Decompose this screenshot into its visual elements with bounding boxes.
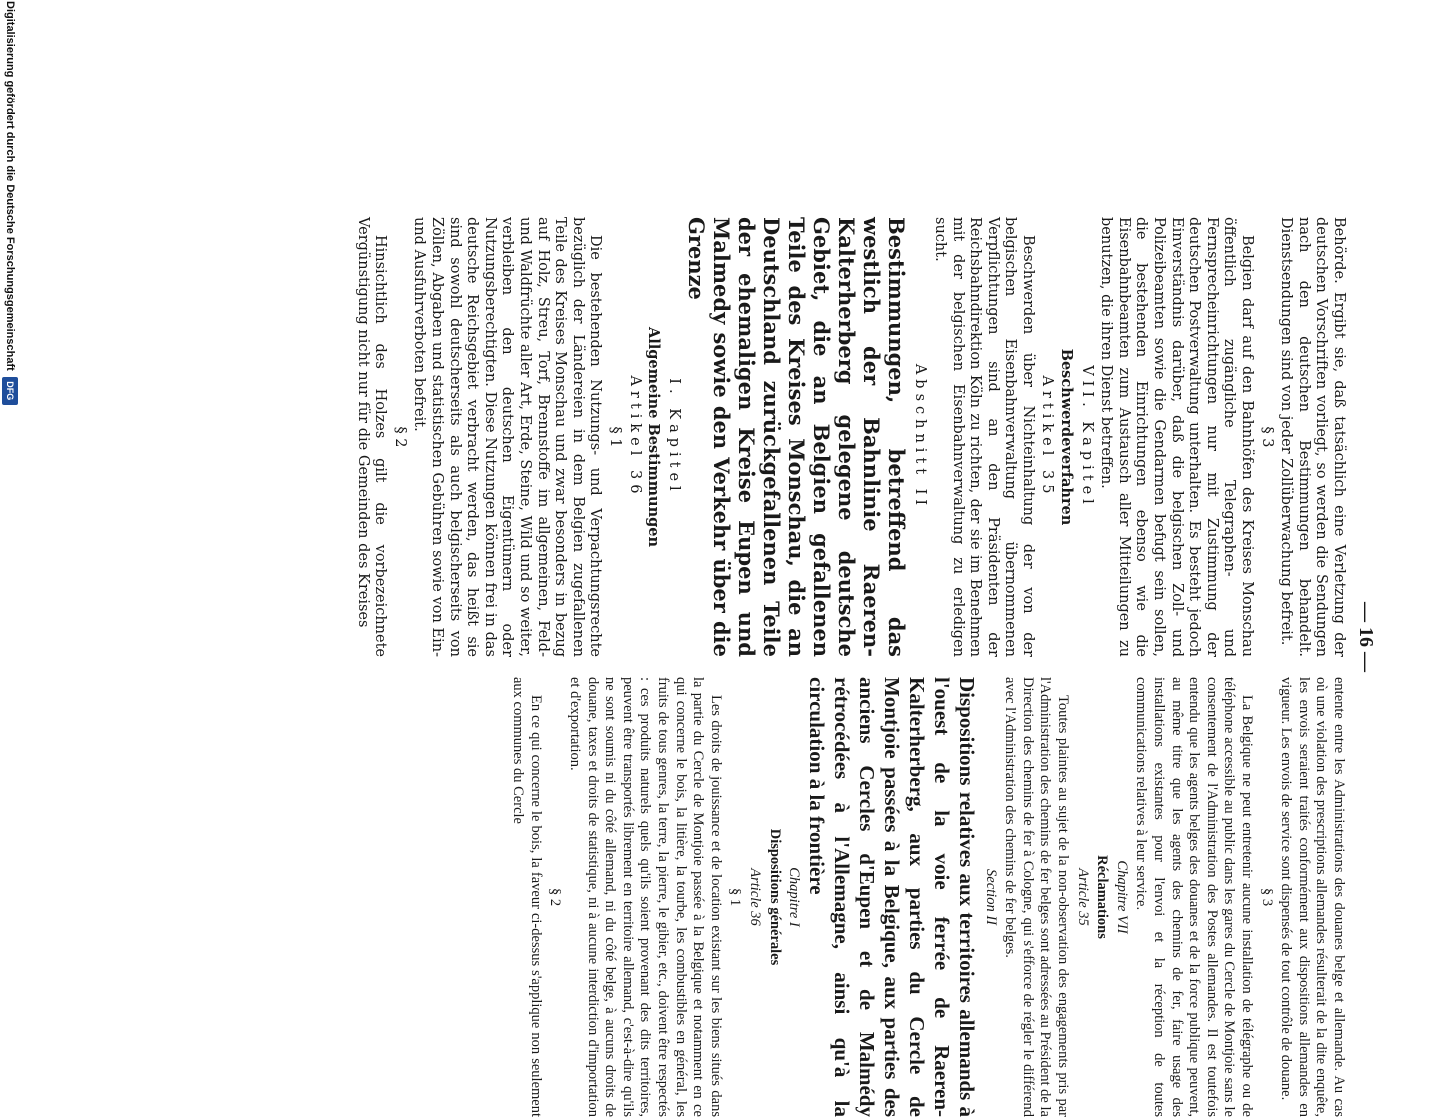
chapter-title: Dispositions générales <box>766 828 783 966</box>
section-title: Dispositions relatives aux territoires allemands à l'ouest de la voie ferrée de Raeren-Kalterherberg, aux parties du Cercle de Montjoie passées à la Belgique, aux parties des anciens Cercles d'Eupen et de Malmédy rétrocédées à l'Allemagne, ainsi qu'à la circulation à la frontière <box>805 677 980 1117</box>
article-heading: Article 35 <box>1074 868 1091 926</box>
chapter-title: Allgemeine Bestimmungen <box>645 326 663 548</box>
article-heading: Article 36 <box>746 868 763 926</box>
section-title: Bestimmungen, betreffend das westlich der Bahnlinie Raeren-Kalterherberg gelegene deutsche Gebiet, die an Belgien gefallenen Teile des Kreises Monschau, die an Deutschland zurückgefallenen Teile der ehemaligen Kreise Eupen und Malmedy sowie den Verkehr über die Grenze <box>683 217 909 657</box>
chapter-title: Beschwerdeverfahren <box>1058 348 1076 526</box>
section-heading: Abschnitt II <box>912 363 929 511</box>
section-mark: § 2 <box>547 887 564 907</box>
paragraph: Behörde. Ergibt sie, daß tatsächlich eine Verletzung der deutschen Vorschriften vorliegt, so werden die Sendungen nach den deutschen Bestimmungen behandelt. Dienstsendungen sind von jeder Zollüberwachung befreit. <box>1278 217 1347 657</box>
paragraph: Die bestehenden Nutzungs- und Verpachtungsrechte bezüglich der Ländereien in dem Belgien zugefallenen Teile des Kreises Monschau und zwar besonders in bezug auf Holz, Streu, Torf, Brennstoffe im allgemeinen, Feld- und Waldfrüchte aller Art, Erde, Steine, Wild und so weiter, verbleiben den deutschen Eigentümern oder Nutzungsberechtigten. Diese Nutzungen können frei in das deutsche Reichsgebiet verbracht werden, das heißt sie sind sowohl deutscherseits als auch belgischerseits von Zöllen, Abgaben und statistischen Gebühren sowie von Ein- und Ausfuhrverboten befreit. <box>411 217 604 657</box>
french-column <box>507 677 1347 1117</box>
paragraph: Toutes plaintes au sujet de la non-observation des engagements pris par l'Administration des chemins de fer belges sont adressées au Président de la Direction des chemins de fer à Cologne, qui s'efforce de régler le différend avec l'Administration des chemins de fer belges. <box>1002 677 1072 1117</box>
chapter-heading: I. Kapitel <box>665 378 682 496</box>
footer <box>0 0 22 1000</box>
section-mark: § 2 <box>391 426 408 448</box>
page-number: — 16 — <box>1355 602 1377 672</box>
paragraph: Hinsichtlich des Holzes gilt die vorbezeichnete Vergünstigung nicht nur für die Gemeinden des Kreises <box>354 217 389 657</box>
section-mark: § 3 <box>1258 426 1275 448</box>
section-mark: § 1 <box>727 887 744 907</box>
dfg-logo-icon: DFG <box>2 377 18 405</box>
section-heading: Section II <box>982 869 999 925</box>
paragraph: En ce qui concerne le bois, la faveur ci-dessus s'applique non seulement aux communes du Cercle <box>510 677 544 1117</box>
paragraph: Beschwerden über Nichteinhaltung der von der belgischen Eisenbahnverwaltung übernommenen Verpflichtungen sind an den Präsidenten der Reichsbahndirektion Köln zu richten, der sie im Benehmen mit der belgischen Eisenbahnverwaltung zu erledigen sucht. <box>931 217 1036 657</box>
paragraph: entente entre les Administrations des douanes belge et allemande. Au cas où une violation des prescriptions allemandes résulterait de la dite enquête, les envois seraient traités conformément aux dispositions allemandes en vigueur. Les envois de service sont dispensés de tout contrôle de douane. <box>1278 677 1347 1117</box>
section-mark: § 3 <box>1258 887 1275 907</box>
document-page <box>0 67 1377 1117</box>
paragraph: Belgien darf auf den Bahnhöfen des Kreises Monschau öffentlich zugängliche Telegraphen- und Fernsprecheinrichtungen nur mit Zustimmung der deutschen Postverwaltung unterhalten. Es besteht jedoch Einverständnis darüber, daß die belgischen Zoll- und Polizeibeamten sowie die Gendarmen befugt sein sollen, die bestehenden Einrichtungen ebenso wie die Eisenbahnbeamten zum Austausch aller Mitteilungen zu benutzen, die ihren Dienst betreffen. <box>1098 217 1256 657</box>
paragraph: Les droits de jouissance et de location existant sur les biens situés dans la partie du Cercle de Montjoie passée à la Belgique et notamment en ce qui concerne le bois, la litière, la tourbe, les combustibles en général, les fruits de tous genres, la terre, la pierre, le gibier, etc., doivent être respectés : ces produits naturels quels qu'ils soient provenant des dits territoires, peuvent être transportés librement en territoire allemand, c'est-à-dire qu'ils ne sont soumis ni du côté allemand, ni du côté belge, à aucuns droits de douane, taxes et droits de statistique, ni à aucune interdiction d'importation et d'exportation. <box>567 677 724 1117</box>
article-heading: Artikel 36 <box>626 375 643 499</box>
article-heading: Artikel 35 <box>1039 375 1056 499</box>
footer-credit <box>0 1 21 981</box>
footer-text: Digitalisierung gefördert durch die Deutsche Forschungsgemeinschaft <box>4 1 16 371</box>
german-column <box>351 217 1347 657</box>
section-mark: § 1 <box>606 426 623 448</box>
chapter-heading: VII. Kapitel <box>1078 365 1095 509</box>
chapter-title: Réclamations <box>1094 855 1111 939</box>
chapter-heading: Chapitre I <box>786 867 803 927</box>
paragraph: La Belgique ne peut entretenir aucune installation de télégraphe ou de téléphone accessible au public dans les gares du Cercle de Montjoie sans le consentement de l'Administration des Postes allemandes. Il est toutefois entendu que les agents belges des douanes et de la force publique peuvent, au même titre que les agents des chemins de fer, faire usage des installations existantes pour l'envoi et la réception de toutes communications relatives à leur service. <box>1133 677 1256 1117</box>
chapter-heading: Chapitre VII <box>1113 860 1130 934</box>
